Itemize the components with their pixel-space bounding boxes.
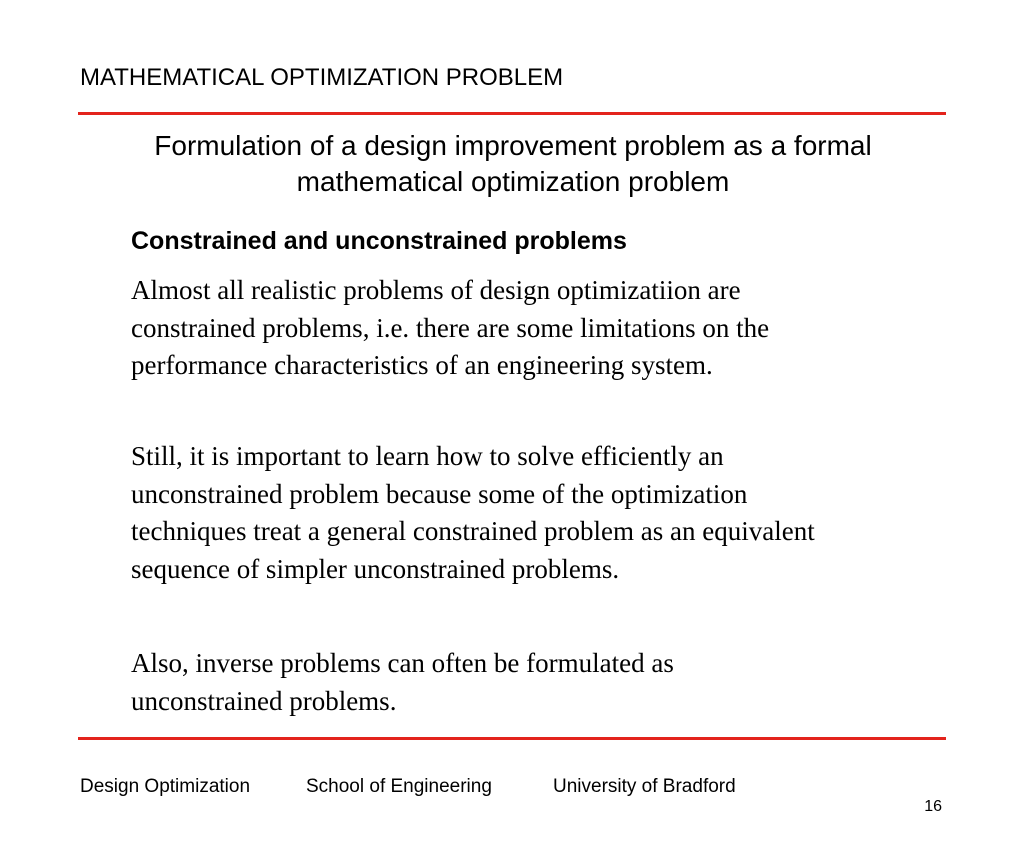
subtitle-line: Formulation of a design improvement problem as a formal — [154, 130, 872, 161]
slide-header-title: MATHEMATICAL OPTIMIZATION PROBLEM — [80, 64, 564, 91]
paragraph-line: techniques treat a general constrained problem as an equivalent — [131, 516, 815, 546]
footer-course: Design Optimization — [80, 776, 251, 797]
paragraph-line: Almost all realistic problems of design optimizatiion are — [131, 275, 741, 305]
paragraph-line: unconstrained problem because some of the optimization — [131, 478, 748, 509]
page-number: 16 — [924, 798, 942, 815]
paragraph-line: unconstrained problems. — [131, 685, 397, 716]
paragraph-inverse — [131, 645, 946, 720]
footer-university: University of Bradford — [553, 776, 736, 797]
paragraph-line: constrained problems, i.e. there are some limitations on the — [131, 312, 770, 343]
paragraph-line: Also, inverse problems can often be formulated as — [131, 648, 674, 678]
footer-school: School of Engineering — [306, 776, 492, 797]
subtitle-line: mathematical optimization problem — [296, 166, 730, 197]
slide-subtitle — [80, 128, 946, 200]
paragraph-line: performance characteristics of an engineering system. — [131, 350, 713, 380]
paragraph-unconstrained — [131, 438, 946, 588]
paragraph-constrained — [131, 272, 946, 385]
section-heading: Constrained and unconstrained problems — [131, 227, 627, 255]
bottom-divider — [78, 737, 946, 740]
paragraph-line: Still, it is important to learn how to solve efficiently an — [131, 441, 724, 471]
paragraph-line: sequence of simpler unconstrained problems. — [131, 553, 620, 584]
top-divider — [78, 112, 946, 115]
